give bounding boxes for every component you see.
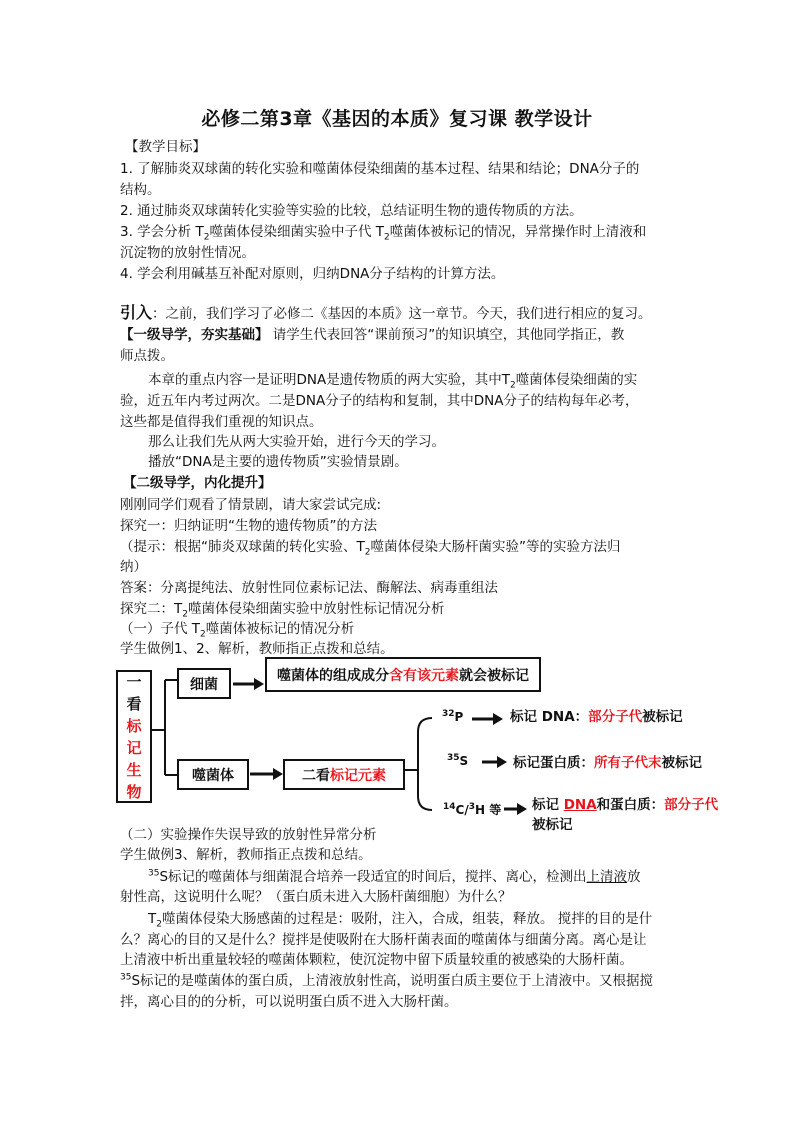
- bacteria-box: 细菌: [177, 668, 231, 699]
- part2-para-a: $T_2$噬菌体侵染大肠感菌的过程是：吸附，注入，合成，组装，释放。 搅拌的目的是什: [148, 911, 653, 930]
- level2-line-6: （一）子代 $T_2$噬菌体被标记的情况分析: [120, 621, 355, 640]
- level1-para-3: 播放“DNA是主要的遗传物质”实验情景剧。: [148, 454, 408, 470]
- document-title: 必修二第3章《基因的本质》复习课 教学设计: [201, 108, 593, 130]
- level2-line-3b: 纳）: [120, 559, 147, 575]
- level2-line-4: 答案：分离提纯法、放射性同位素标记法、酶解法、病毒重组法: [120, 580, 498, 596]
- s35-outcome: 标记蛋白质：所有子代末被标记: [513, 755, 702, 771]
- level2-line-2: 探究一：归纳证明“生物的遗传物质”的方法: [120, 518, 377, 534]
- goals-header: 【教学目标】: [125, 139, 206, 155]
- look-at-organism-box: 一 看 标 记 生 物: [116, 670, 152, 803]
- level1-para-1-c: 这些都是值得我们重视的知识点。: [120, 414, 323, 430]
- p32-outcome: 标记 DNA：部分子代被标记: [510, 709, 683, 725]
- level1-para-2: 那么让我们先从两大实验开始，进行今天的学习。: [148, 434, 445, 450]
- level1-para-1-b: 验，近五年内考过两次。二是DNA分子的结构和复制，其中DNA分子的结构每年必考，: [120, 393, 639, 409]
- label-element-box: 二看 标记元素: [283, 759, 405, 790]
- part2-para-d: $^{35}$S标记的是噬菌体的蛋白质，上清液放射性高，说明蛋白质主要位于上清液中。又根据搅: [120, 972, 654, 989]
- c14-h3-outcome-line-2: 被标记: [532, 817, 573, 833]
- level2-line-3a: （提示：根据“肺炎双球菌的转化实验、$T_2$噬菌体侵染大肠杆菌实验”等的实验方法归: [120, 539, 621, 558]
- goal-1-line-b: 结构。: [120, 182, 161, 198]
- labeling-rule-box: 噬菌体的组成成分 含有该元素 就会被标记: [265, 657, 541, 692]
- p32-label: $^{32}$P: [442, 709, 464, 724]
- c14-h3-label: $^{14}$C/$^3$H 等: [443, 802, 502, 817]
- part2-para-c: 上清液中析出重量较轻的噬菌体颗粒，使沉淀物中留下质量较重的被感染的大肠杆菌。: [120, 952, 633, 968]
- level2-line-1: 刚刚同学们观看了情景剧，请大家尝试完成:: [120, 497, 382, 513]
- level1-line-a: 【一级导学，夯实基础】 请学生代表回答“课前预习”的知识填空，其他同学指正，教: [120, 327, 625, 343]
- part2-question-b: 射性高，这说明什么呢？（蛋白质未进入大肠杆菌细胞）为什么？: [120, 889, 512, 905]
- goal-2: 2. 通过肺炎双球菌转化实验等实验的比较，总结证明生物的遗传物质的方法。: [120, 203, 583, 219]
- part2-question-a: $^{35}$S标记的噬菌体与细菌混合培养一段适宜的时间后，搅拌、离心，检测出上清液放: [148, 868, 641, 885]
- level2-line-5: 探究二：$T_2$噬菌体侵染细菌实验中放射性标记情况分析: [120, 601, 445, 620]
- level1-para-1-a: 本章的重点内容一是证明DNA是遗传物质的两大实验，其中$T_2$噬菌体侵染细菌的实: [148, 372, 638, 391]
- part2-para-b: 么？离心的目的又是什么？搅拌是使吸附在大肠杆菌表面的噬菌体与细菌分离。离心是让: [120, 932, 647, 948]
- goal-1-line-a: 1. 了解肺炎双球菌的转化实验和噬菌体侵染细菌的基本过程、结果和结论；DNA分子的: [120, 161, 640, 177]
- level2-header: 【二级导学，内化提升】: [123, 475, 272, 491]
- part2-instruction: 学生做例3、解析，教师指正点拨和总结。: [120, 847, 372, 863]
- part2-para-e: 拌，离心目的的分析，可以说明蛋白质不进入大肠杆菌。: [120, 994, 458, 1010]
- intro-paragraph: 引入：之前，我们学习了必修二《基因的本质》这一章节。今天，我们进行相应的复习。: [120, 303, 652, 322]
- s35-label: $^{35}$S: [447, 753, 469, 768]
- part2-heading: （二）实验操作失误导致的放射性异常分析: [120, 827, 377, 843]
- goal-3-line-b: 沉淀物的放射性情况。: [120, 245, 255, 261]
- phage-box: 噬菌体: [177, 759, 249, 790]
- goal-3-line-a: 3. 学会分析 $T_2$噬菌体侵染细菌实验中子代 $T_2$噬菌体被标记的情况，异常操作时上清液和: [120, 224, 647, 243]
- level2-line-7: 学生做例1、2、解析，教师指正点拨和总结。: [120, 641, 394, 657]
- goal-4: 4. 学会利用碱基互补配对原则，归纳DNA分子结构的计算方法。: [120, 266, 505, 282]
- level1-line-b: 师点拨。: [120, 348, 174, 364]
- c14-h3-outcome: 标记 DNA和蛋白质：部分子代: [532, 797, 719, 813]
